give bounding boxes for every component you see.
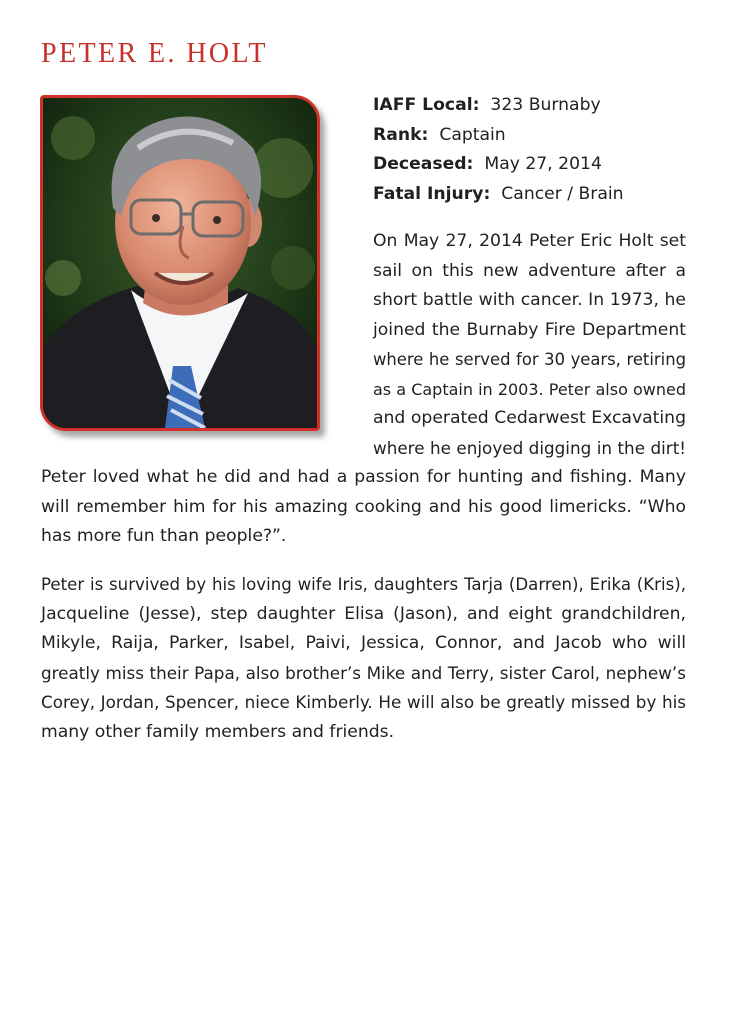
- text-line: Corey, Jordan, Spencer, niece Kimberly. He will also be greatly missed by his: [41, 692, 686, 712]
- text-line: On May 27, 2014 Peter Eric Holt set: [373, 231, 686, 251]
- text-line: has more fun than people?”.: [41, 526, 287, 546]
- fact-iaff-local: [373, 91, 693, 121]
- text-line: as a Captain in 2003. Peter also owned: [373, 379, 686, 399]
- text-line: short battle with cancer. In 1973, he: [373, 290, 686, 310]
- fact-value: Cancer / Brain: [501, 183, 624, 204]
- text-line: greatly miss their Papa, also brother’s Mike and Terry, sister Carol, nephew’s: [41, 662, 686, 683]
- text-line: where he enjoyed digging in the dirt!: [373, 437, 686, 458]
- fact-label: Fatal Injury:: [373, 183, 491, 204]
- portrait-photo: [40, 95, 320, 431]
- text-line: where he served for 30 years, retiring: [373, 350, 686, 369]
- text-line: will remember him for his amazing cooking and his good limericks. “Who: [41, 496, 686, 517]
- fact-deceased: [373, 150, 693, 180]
- text-line: Peter is survived by his loving wife Iris, daughters Tarja (Darren), Erika (Kris),: [41, 575, 686, 594]
- obituary-paragraph-2: [41, 570, 686, 747]
- fact-value: May 27, 2014: [484, 154, 602, 174]
- portrait-illustration: [43, 98, 317, 428]
- text-line: Jacqueline (Jesse), step daughter Elisa (Jason), and eight grandchildren,: [41, 603, 686, 624]
- fact-list: [373, 91, 693, 209]
- obituary-paragraph-1-continued: [41, 463, 686, 552]
- text-line: sail on this new adventure after a: [373, 260, 686, 281]
- text-line: and operated Cedarwest Excavating: [373, 408, 686, 428]
- fact-label: Rank:: [373, 124, 429, 145]
- fact-label: Deceased:: [373, 154, 474, 174]
- fact-fatal-injury: [373, 180, 693, 210]
- text-line: Peter loved what he did and had a passion for hunting and fishing. Many: [41, 467, 686, 487]
- obituary-paragraph-1-wrap: [373, 227, 686, 463]
- fact-value: Captain: [439, 124, 506, 145]
- fact-label: IAFF Local:: [373, 95, 480, 115]
- fact-rank: [373, 121, 693, 151]
- text-line: Mikyle, Raija, Parker, Isabel, Paivi, Jessica, Connor, and Jacob who will: [41, 633, 686, 653]
- fact-value: 323 Burnaby: [490, 95, 601, 115]
- text-line: joined the Burnaby Fire Department: [373, 319, 686, 340]
- page-title: PETER E. HOLT: [41, 38, 268, 69]
- text-line: many other family members and friends.: [41, 721, 395, 742]
